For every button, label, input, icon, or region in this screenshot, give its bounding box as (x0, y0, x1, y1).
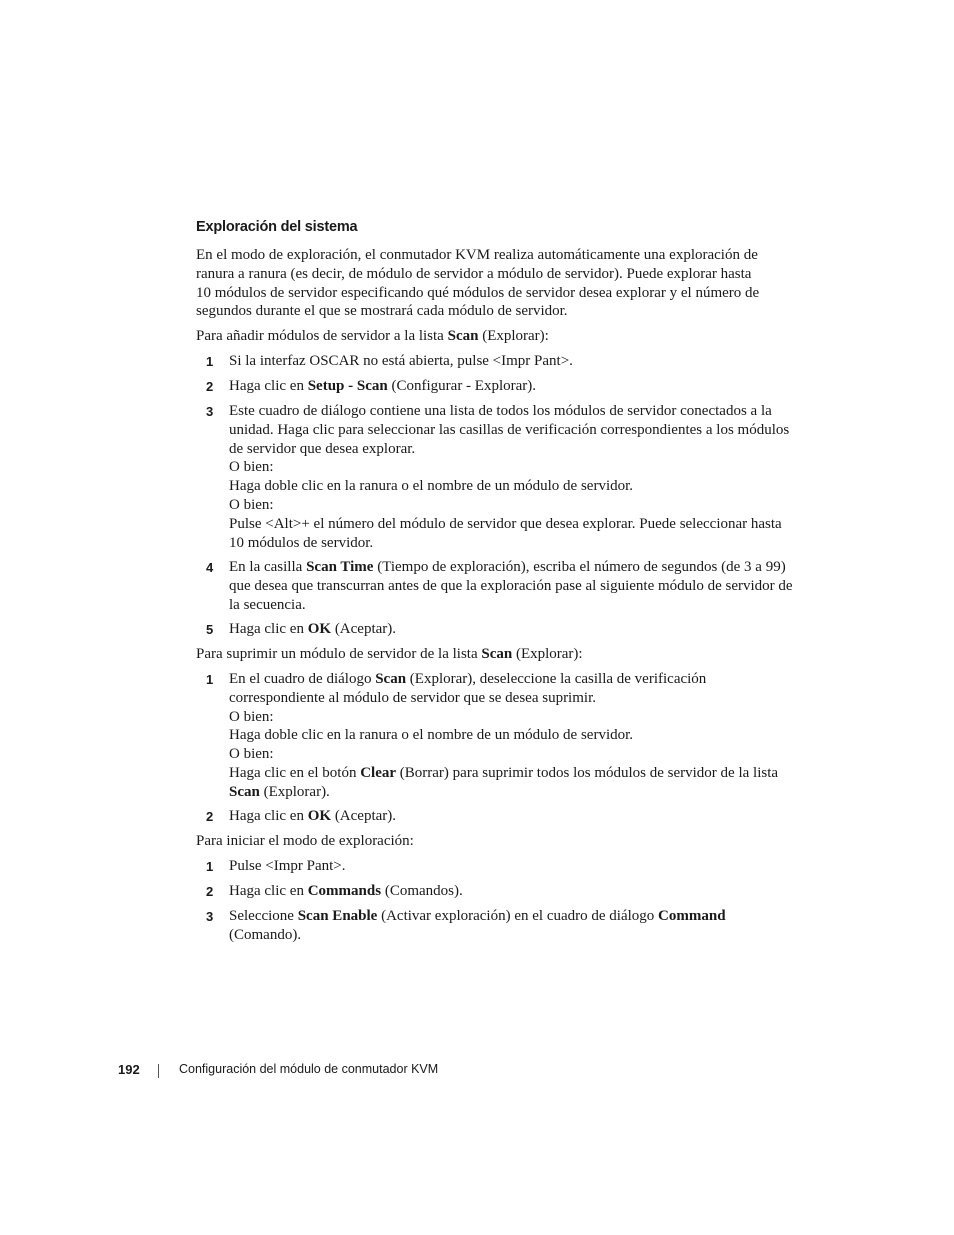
step-bold: OK (307, 621, 332, 637)
footer-divider (158, 1064, 159, 1078)
step-bold: Command (658, 908, 726, 924)
step-bold: OK (307, 808, 332, 824)
step-text-mid: (Activar exploración) en el cuadro de diálogo (377, 908, 659, 924)
start-step-1 (196, 857, 816, 876)
step-text: Seleccione (229, 908, 298, 924)
remove-lead-text-end: (Explorar): (512, 646, 583, 662)
step-number: 2 (206, 809, 214, 824)
intro-line: ranura a ranura (es decir, de módulo de servidor a módulo de servidor). Puede explorar hasta (196, 265, 752, 282)
step-bold: Scan Time (306, 559, 374, 575)
step-line: O bien: (229, 459, 274, 476)
add-step-2 (196, 377, 816, 396)
intro-line: 10 módulos de servidor especificando qué módulos de servidor desea explorar y el número de (196, 284, 760, 301)
step-text-end: (Explorar). (259, 783, 330, 800)
step-text: Si la interfaz OSCAR no está abierta, pulse <Impr Pant>. (229, 353, 573, 369)
step-text-end: (Comandos). (381, 883, 463, 899)
step-text-end: (Explorar), deseleccione la casilla de verificación (406, 671, 707, 687)
step-bold: Scan Enable (297, 908, 378, 924)
step-text: Haga clic en (229, 378, 308, 394)
step-bold: Commands (307, 883, 382, 899)
step-text-end: (Aceptar). (331, 621, 397, 637)
remove-lead-bold: Scan (481, 646, 513, 662)
step-line: O bien: (229, 708, 274, 725)
step-line: (Comando). (229, 926, 302, 943)
step-text: Haga clic en (229, 883, 308, 899)
step-bold: Clear (360, 764, 397, 781)
step-bold: Setup - Scan (307, 378, 388, 394)
step-line: Haga doble clic en la ranura o el nombre de un módulo de servidor. (229, 727, 634, 744)
add-lead-bold: Scan (447, 328, 479, 344)
footer-section-title: Configuración del módulo de conmutador KVM (179, 1062, 439, 1076)
add-step-3 (196, 402, 816, 552)
step-number: 1 (206, 859, 214, 874)
step-text: Pulse <Impr Pant>. (229, 858, 346, 874)
add-step-5 (196, 620, 816, 639)
step-line: correspondiente al módulo de servidor que se desea suprimir. (229, 689, 596, 706)
step-text-end: (Configurar - Explorar). (387, 378, 537, 394)
step-text: Haga clic en el botón (229, 764, 361, 781)
step-number: 4 (206, 560, 214, 575)
remove-lead (196, 645, 816, 664)
step-text: En la casilla (229, 559, 307, 575)
section-heading: Exploración del sistema (196, 219, 358, 235)
step-text-end: (Aceptar). (331, 808, 397, 824)
step-number: 2 (206, 884, 214, 899)
remove-step-1 (196, 670, 816, 802)
step-text-end: (Tiempo de exploración), escriba el número de segundos (de 3 a 99) (373, 559, 786, 575)
step-line: Haga doble clic en la ranura o el nombre de un módulo de servidor. (229, 478, 634, 495)
start-step-3 (196, 907, 816, 945)
start-step-2 (196, 882, 816, 901)
add-step-4 (196, 558, 816, 614)
step-text: Haga clic en (229, 808, 308, 824)
step-line: O bien: (229, 496, 274, 513)
add-lead-text-end: (Explorar): (478, 328, 549, 344)
remove-lead-text: Para suprimir un módulo de servidor de la lista (196, 646, 482, 662)
step-line: 10 módulos de servidor. (229, 534, 374, 551)
step-number: 1 (206, 672, 214, 687)
step-text: En el cuadro de diálogo (229, 671, 376, 687)
step-number: 2 (206, 379, 214, 394)
step-number: 3 (206, 909, 214, 924)
step-line: la secuencia. (229, 596, 306, 613)
step-number: 3 (206, 404, 214, 419)
step-line: Pulse <Alt>+ el número del módulo de servidor que desea explorar. Puede seleccionar hasta (229, 515, 782, 532)
step-text-end: (Borrar) para suprimir todos los módulos de servidor de la lista (396, 764, 779, 781)
step-line: O bien: (229, 746, 274, 763)
start-lead: Para iniciar el modo de exploración: (196, 833, 414, 849)
remove-step-2 (196, 807, 816, 826)
step-bold: Scan (229, 783, 260, 800)
add-lead (196, 327, 816, 346)
intro-line: segundos durante el que se mostrará cada módulo de servidor. (196, 303, 568, 320)
step-line: unidad. Haga clic para seleccionar las casillas de verificación correspondientes a los módulos (229, 421, 790, 438)
step-number: 1 (206, 354, 214, 369)
intro-paragraph (196, 246, 816, 321)
step-bold: Scan (375, 671, 407, 687)
add-lead-text: Para añadir módulos de servidor a la lista (196, 328, 448, 344)
add-step-1 (196, 352, 816, 371)
step-line: que desea que transcurran antes de que la exploración pase al siguiente módulo de servidor de (229, 577, 793, 594)
page-number: 192 (118, 1062, 140, 1077)
step-number: 5 (206, 622, 214, 637)
step-text: Haga clic en (229, 621, 308, 637)
intro-line: En el modo de exploración, el conmutador KVM realiza automáticamente una exploración de (196, 247, 758, 263)
step-line: Este cuadro de diálogo contiene una lista de todos los módulos de servidor conectados a la (229, 403, 772, 419)
step-line: de servidor que desea explorar. (229, 440, 416, 457)
